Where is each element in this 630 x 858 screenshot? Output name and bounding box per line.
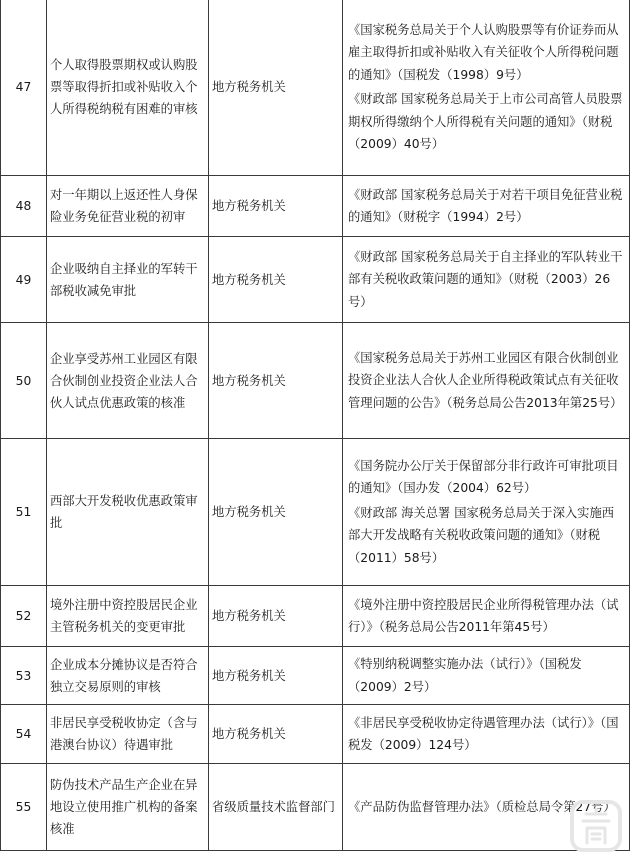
authority: 地方税务机关: [209, 176, 343, 237]
legal-basis: [343, 586, 630, 647]
row-number: 54: [1, 705, 47, 764]
item-name: 西部大开发税收优惠政策审批: [47, 439, 209, 586]
legal-basis: [343, 0, 630, 176]
authority: 地方税务机关: [209, 237, 343, 323]
authority: 地方税务机关: [209, 586, 343, 647]
table-row: [1, 764, 630, 851]
legal-basis-reference: 《财政部 国家税务总局关于上市公司高管人员股票期权所得缴纳个人所得税有关问题的通知》（财税（2009）40号）: [348, 92, 623, 151]
item-name: 非居民享受税收协定（含与港澳台协议）待遇审批: [47, 705, 209, 764]
legal-basis-reference: 《特别纳税调整实施办法（试行）》（国税发（2009）2号）: [348, 657, 582, 694]
legal-basis-reference: 《非居民享受税收协定待遇管理办法（试行）》（国税发（2009）124号）: [348, 715, 619, 752]
item-name: 企业享受苏州工业园区有限合伙制创业投资企业法人合伙人试点优惠政策的核准: [47, 323, 209, 439]
table-body: [1, 0, 630, 851]
authority: 地方税务机关: [209, 647, 343, 705]
legal-basis-reference: 《财政部 国家税务总局关于对若干项目免征营业税的通知》（财税字（1994）2号）: [348, 187, 623, 224]
legal-basis: [343, 439, 630, 586]
legal-basis: [343, 647, 630, 705]
legal-basis-reference: 《国家税务总局关于个人认购股票等有价证券而从雇主取得折扣或补贴收入有关征收个人所得税问题的通知》（国税发（1998）9号）: [348, 22, 619, 82]
row-number: 47: [1, 0, 47, 176]
legal-basis: [343, 176, 630, 237]
legal-basis: [343, 323, 630, 439]
row-number: 49: [1, 237, 47, 323]
legal-basis-reference: 《财政部 海关总署 国家税务总局关于深入实施西部大开发战略有关税收政策问题的通知》（财税（2011）58号）: [348, 505, 615, 565]
legal-basis-reference: 《国务院办公厅关于保留部分非行政许可审批项目的通知》（国办发（2004）62号）: [348, 458, 619, 496]
authority: 地方税务机关: [209, 705, 343, 764]
table-row: [1, 647, 630, 705]
legal-basis-reference: 《国家税务总局关于苏州工业园区有限合伙制创业投资企业法人合伙人企业所得税政策试点有关征收管理问题的公告》（税务总局公告2013年第25号）: [348, 350, 623, 410]
item-name: 境外注册中资控股居民企业主管税务机关的变更审批: [47, 586, 209, 647]
table-row: [1, 237, 630, 323]
authority: 地方税务机关: [209, 439, 343, 586]
row-number: 53: [1, 647, 47, 705]
legal-basis-reference: 《财政部 国家税务总局关于自主择业的军队转业干部有关税收政策问题的通知》（财税（2003）26号）: [348, 249, 623, 309]
table-row: [1, 176, 630, 237]
item-name: 个人取得股票期权或认购股票等取得折扣或补贴收入个人所得税纳税有困难的审核: [47, 0, 209, 176]
item-name: 企业成本分摊协议是否符合独立交易原则的审核: [47, 647, 209, 705]
legal-basis-reference: 《境外注册中资控股居民企业所得税管理办法（试行）》（税务总局公告2011年第45号）: [348, 597, 619, 634]
item-name: 企业吸纳自主择业的军转干部税收减免审批: [47, 237, 209, 323]
row-number: 55: [1, 764, 47, 851]
table-row: [1, 586, 630, 647]
table-row: [1, 439, 630, 586]
legal-basis: [343, 705, 630, 764]
row-number: 48: [1, 176, 47, 237]
row-number: 51: [1, 439, 47, 586]
row-number: 52: [1, 586, 47, 647]
item-name: 对一年期以上返还性人身保险业务免征营业税的初审: [47, 176, 209, 237]
item-name: 防伪技术产品生产企业在异地设立使用推广机构的备案核准: [47, 764, 209, 851]
table-row: [1, 705, 630, 764]
authority: 地方税务机关: [209, 0, 343, 176]
watermark-logo-icon: [568, 798, 624, 854]
table-row: [1, 323, 630, 439]
authority: 省级质量技术监督部门: [209, 764, 343, 851]
legal-basis-reference: 《产品防伪监督管理办法》（质检总局令第27号）: [348, 799, 616, 814]
row-number: 50: [1, 323, 47, 439]
authority: 地方税务机关: [209, 323, 343, 439]
legal-basis: [343, 237, 630, 323]
table-row: [1, 0, 630, 176]
